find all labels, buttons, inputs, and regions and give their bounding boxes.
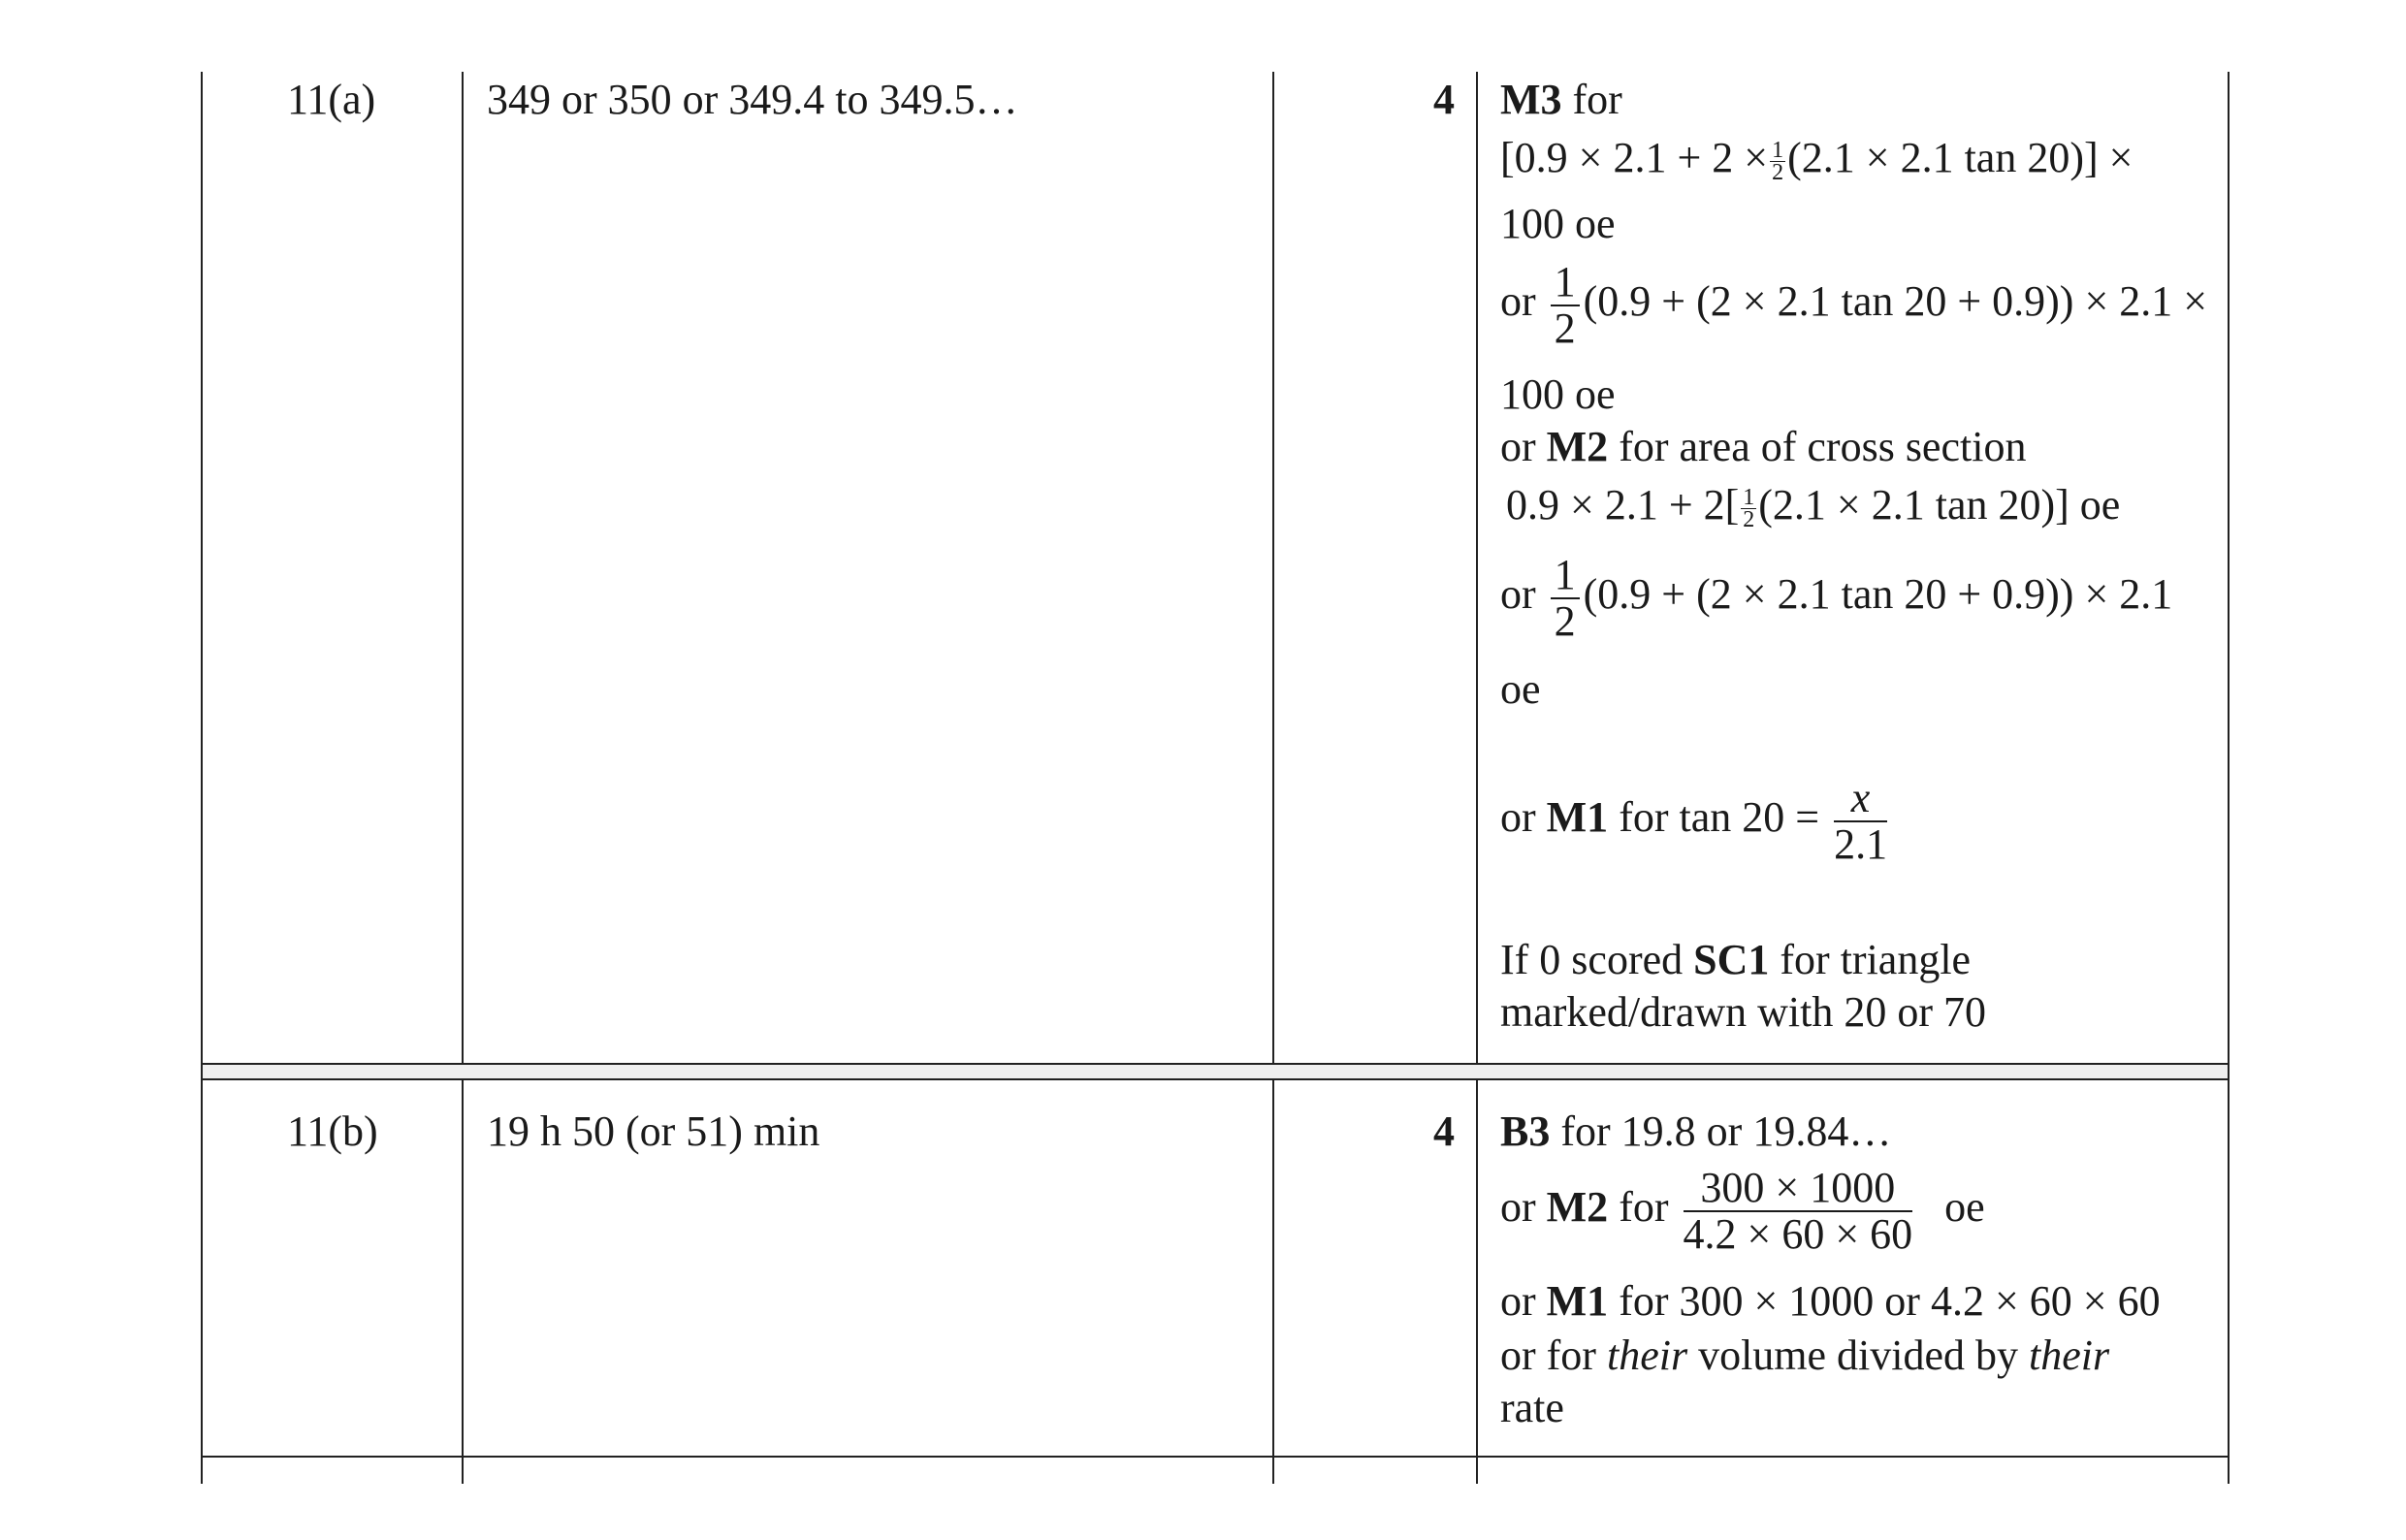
marks-cell: 4 (1433, 1107, 1455, 1155)
guidance-text: for (1572, 76, 1622, 123)
mark-code: B3 (1500, 1107, 1551, 1155)
guidance-m2-line (1500, 421, 2026, 473)
guidance-text: or (1500, 570, 1536, 619)
answer-cell: 19 h 50 (or 51) min (487, 1107, 820, 1155)
row-separator-bottom (201, 1078, 2230, 1080)
guidance-text: or (1500, 1277, 1536, 1325)
mark-code: SC1 (1693, 936, 1770, 983)
col-border-marks (1476, 72, 1478, 1484)
fraction-numerator: 1 (1551, 260, 1580, 306)
guidance-text: If 0 scored (1500, 936, 1684, 983)
guidance-expression (1506, 479, 2120, 531)
mark-code: M1 (1546, 793, 1609, 842)
question-number: 11(a) (287, 76, 376, 123)
guidance-text: for tan 20 = (1619, 793, 1820, 842)
mark-code: M3 (1500, 76, 1562, 123)
half-fraction (1551, 553, 1580, 644)
tan-fraction (1834, 776, 1887, 867)
guidance-text: for triangle (1780, 936, 1972, 983)
guidance-text: oe (1944, 1183, 1985, 1232)
fraction-numerator: 1 (1743, 485, 1755, 511)
fraction-denominator: 2.1 (1834, 820, 1888, 868)
emphasis-text: their (1606, 1331, 1688, 1379)
guidance-m1-line (1500, 776, 1891, 867)
col-border-right (2228, 72, 2230, 1484)
guidance-text: rate (1500, 1384, 1564, 1431)
marks-cell: 4 (1433, 76, 1455, 123)
expression-part: (2.1 × 2.1 tan 20)] oe (1758, 481, 2121, 529)
col-border-question (462, 72, 464, 1484)
fraction-denominator: 2 (1554, 305, 1576, 352)
expression-part: (0.9 + (2 × 2.1 tan 20 + 0.9)) × 2.1 × (1583, 277, 2208, 326)
row-separator-top (201, 1063, 2230, 1065)
expression-part: (2.1 × 2.1 tan 20)] × (1787, 134, 2133, 181)
mark-code: M2 (1546, 423, 1609, 470)
fraction-numerator: 1 (1772, 138, 1784, 164)
guidance-m2-line (1500, 1166, 1985, 1257)
expression-part: 0.9 × 2.1 + 2[ (1506, 481, 1740, 529)
fraction-numerator: 1 (1551, 553, 1580, 599)
rate-fraction (1684, 1166, 1913, 1257)
guidance-text: for area of cross section (1619, 423, 2027, 470)
table-bottom-border (201, 1456, 2230, 1458)
guidance-text: or (1500, 423, 1536, 470)
expression-part: [0.9 × 2.1 + 2 × (1500, 134, 1769, 181)
mark-code: M1 (1546, 1277, 1609, 1325)
fraction-denominator: 2 (1554, 597, 1576, 645)
guidance-text: oe (1500, 665, 1541, 713)
guidance-m3-line (1500, 74, 1622, 126)
emphasis-text: their (2029, 1331, 2110, 1379)
fraction-denominator: 2 (1743, 507, 1755, 533)
col-border-left (201, 72, 203, 1484)
guidance-expression (1500, 260, 2207, 351)
guidance-text: for 19.8 or 19.84… (1560, 1107, 1892, 1155)
fraction-numerator: 300 × 1000 (1684, 1166, 1913, 1212)
guidance-text: or (1500, 277, 1536, 326)
half-fraction (1551, 260, 1580, 351)
guidance-sc-line (1500, 934, 1971, 986)
guidance-text: for 300 × 1000 or 4.2 × 60 × 60 (1619, 1277, 2161, 1325)
guidance-b3-line (1500, 1106, 1891, 1158)
guidance-text: or (1500, 1183, 1536, 1232)
guidance-text: 100 oe (1500, 200, 1616, 247)
guidance-text: volume divided by (1698, 1331, 2019, 1379)
guidance-text: marked/drawn with 20 or 70 (1500, 988, 1986, 1036)
fraction-denominator: 2 (1772, 160, 1784, 186)
guidance-text: for (1619, 1183, 1669, 1232)
guidance-text-line (1500, 1330, 2109, 1382)
guidance-expression (1500, 132, 2133, 184)
answer-cell: 349 or 350 or 349.4 to 349.5… (487, 76, 1018, 123)
question-number: 11(b) (287, 1107, 378, 1155)
guidance-text: or for (1500, 1331, 1596, 1379)
guidance-m1-line (1500, 1275, 2161, 1328)
mark-code: M2 (1546, 1183, 1609, 1232)
fraction-numerator: x (1834, 776, 1887, 822)
half-fraction (1770, 138, 1785, 186)
guidance-text: or (1500, 793, 1536, 842)
row-separator-band (203, 1064, 2228, 1078)
guidance-expression (1500, 553, 2172, 644)
half-fraction (1741, 485, 1756, 533)
guidance-text: 100 oe (1500, 370, 1616, 418)
expression-part: (0.9 + (2 × 2.1 tan 20 + 0.9)) × 2.1 (1583, 570, 2173, 619)
col-border-answer (1272, 72, 1274, 1484)
fraction-denominator: 4.2 × 60 × 60 (1683, 1210, 1913, 1258)
